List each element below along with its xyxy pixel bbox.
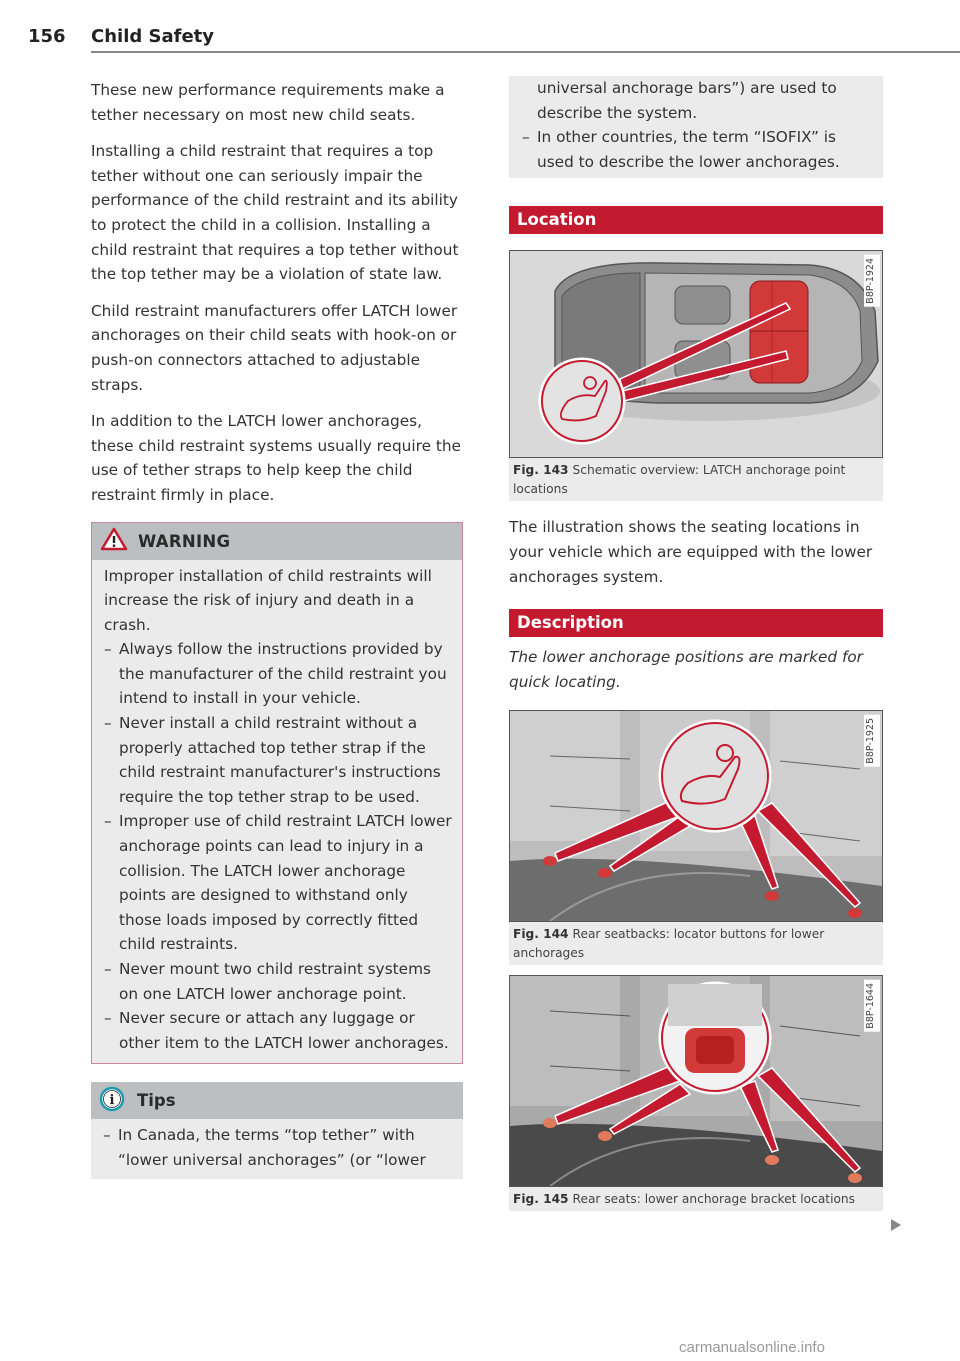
tips-list [522,125,875,174]
tips-label: Tips [137,1091,176,1111]
figure-caption-text: Rear seatbacks: locator buttons for lower anchorages [513,927,825,961]
tips-body [91,1119,463,1178]
info-icon [99,1086,125,1116]
svg-text:i: i [109,1092,115,1108]
figure-143 [509,250,883,501]
section-heading-location: Location [509,206,883,234]
paragraph: Installing a child restraint that requires a top tether without one can seriously impair the performance of the child restraint and its ability to protect the child in a collision. Installing a child restraint that requires a top tether without the top tether may be a violation of state law. [91,142,459,284]
figure-144 [509,710,883,965]
figure-caption-text: Schematic overview: LATCH anchorage point locations [513,463,846,497]
figure-caption-text: Rear seats: lower anchorage bracket locations [572,1192,855,1207]
paragraph: Child restraint manufacturers offer LATCH lower anchorages on their child seats with hook-on or push-on connectors attached to adjustable straps. [91,301,458,394]
warning-triangle-icon [100,527,128,555]
location-body: The illustration shows the seating locations in your vehicle which are equipped with the lower anchorages system. [509,518,873,586]
right-column [509,78,883,1211]
warning-item: – Never install a child restraint without a properly attached top tether strap if the child restraint manufacturer's instructions require the top tether strap to be used. [104,711,454,809]
warning-item: – Improper use of child restraint LATCH lower anchorage points can lead to injury in a collision. The LATCH lower anchorage points are designed to withstand only those loads imposed by correctly fitted child restraints. [104,809,454,957]
tips-item: – In other countries, the term “ISOFIX” is used to describe the lower anchorages. [522,125,875,174]
warning-body [92,560,462,1064]
figure-id-code: B8P-1925 [864,715,880,767]
warning-item: – Never mount two child restraint systems on one LATCH lower anchorage point. [104,957,454,1006]
tips-list [103,1123,455,1172]
description-intro: The lower anchorage positions are marked for quick locating. [509,648,863,691]
warning-intro: Improper installation of child restraints will increase the risk of injury and death in a crash. [104,566,432,634]
section-title: Child Safety [91,26,215,47]
warning-label: WARNING [138,531,231,551]
next-page-arrow-icon[interactable] [891,1219,901,1231]
tips-item: – In Canada, the terms “top tether” with “lower universal anchorages” (or “lower [103,1123,455,1172]
figure-145 [509,975,883,1211]
figure-number: Fig. 145 [513,1192,569,1207]
figure-caption [509,458,883,501]
figure-number: Fig. 144 [513,927,569,942]
tips-continued [509,76,883,178]
paragraph: In addition to the LATCH lower anchorages, these child restraint systems usually require the use of tether straps to help keep the child restraint firmly in place. [91,412,461,504]
warning-item: – Never secure or attach any luggage or other item to the LATCH lower anchorages. [104,1006,454,1055]
header-divider [91,51,960,53]
figure-number: Fig. 143 [513,463,569,478]
figure-caption [509,1187,883,1211]
warning-box [91,522,463,1065]
section-heading-description: Description [509,609,883,637]
tips-header [91,1082,463,1119]
rear-seatback-illustration [509,710,883,922]
tips-box [91,1082,463,1178]
page-number: 156 [28,26,66,47]
watermark: carmanualsonline.info [679,1339,825,1356]
paragraph: These new performance requirements make a tether necessary on most new child seats. [91,81,445,124]
figure-id-code: B8P-1644 [864,980,880,1032]
car-top-view-illustration [509,250,883,458]
figure-caption [509,922,883,965]
warning-list [104,637,454,1055]
figure-id-code: B8P-1924 [864,255,880,307]
rear-seat-bracket-illustration [509,975,883,1187]
warning-item: – Always follow the instructions provided by the manufacturer of the child restraint you intend to install in your vehicle. [104,637,454,711]
warning-header [92,523,462,560]
tips-item-continued: universal anchorage bars”) are used to describe the system. [537,79,837,122]
left-column [91,78,463,1179]
